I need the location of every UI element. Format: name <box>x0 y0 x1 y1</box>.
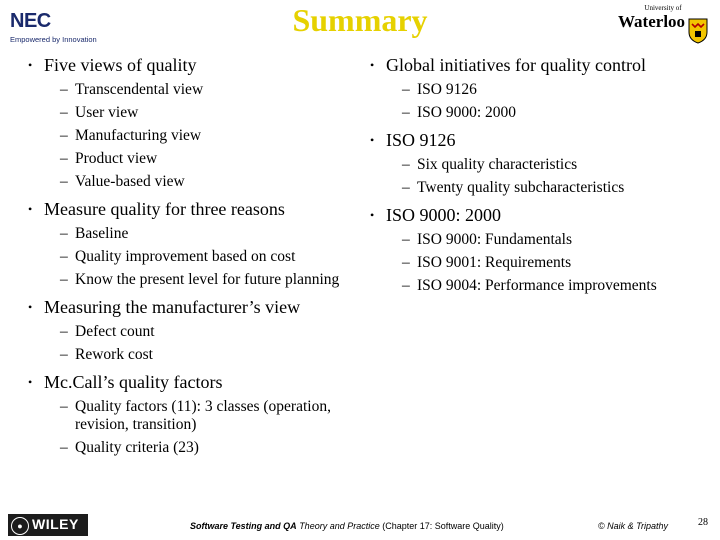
sub-bullet-text: Rework cost <box>75 346 153 363</box>
sub-bullet-text: ISO 9004: Performance improvements <box>417 277 657 294</box>
dash-icon: – <box>60 150 68 167</box>
sub-bullet-text: Know the present level for future planning <box>75 271 340 288</box>
bullet-item <box>28 54 358 191</box>
book-title: Software Testing and QA <box>190 521 297 531</box>
bullet-icon: • <box>370 58 375 72</box>
sub-bullet-item <box>44 439 358 457</box>
sub-bullet-text: Baseline <box>75 225 129 242</box>
sub-bullet-list <box>386 231 715 295</box>
sub-bullet-text: Value-based view <box>75 173 185 190</box>
sub-bullet-item <box>44 173 358 191</box>
bullet-text: Five views of quality <box>44 55 197 75</box>
bullet-icon: • <box>370 133 375 147</box>
dash-icon: – <box>402 104 410 121</box>
sub-bullet-text: User view <box>75 104 139 121</box>
waterloo-logo-word: Waterloo <box>618 12 686 31</box>
waterloo-logo <box>618 4 708 48</box>
dash-icon: – <box>402 254 410 271</box>
bullet-text: ISO 9000: 2000 <box>386 205 502 225</box>
bullet-item <box>28 371 358 457</box>
sub-bullet-item <box>386 277 715 295</box>
sub-bullet-text: Twenty quality subcharacteristics <box>417 179 625 196</box>
book-citation <box>190 521 504 531</box>
sub-bullet-item <box>386 254 715 272</box>
sub-bullet-text: Quality criteria (23) <box>75 439 199 456</box>
bullet-text: Measuring the manufacturer’s view <box>44 297 301 317</box>
nec-tagline: Empowered by Innovation <box>10 35 97 44</box>
waterloo-crest-icon <box>688 18 708 44</box>
dash-icon: – <box>60 81 68 98</box>
sub-bullet-text: Product view <box>75 150 158 167</box>
left-bullet-list <box>28 54 358 457</box>
bullet-item <box>370 54 715 122</box>
sub-bullet-item <box>44 104 358 122</box>
authors: © Naik & Tripathy <box>598 521 668 531</box>
sub-bullet-text: Quality factors (11): 3 classes (operation, revision, transition) <box>75 398 331 433</box>
dash-icon: – <box>60 104 68 121</box>
bullet-item <box>370 204 715 295</box>
wiley-logo <box>8 514 88 536</box>
sub-bullet-text: Defect count <box>75 323 155 340</box>
nec-logo-word: NEC <box>10 10 51 32</box>
bullet-icon: • <box>28 300 33 314</box>
waterloo-logo-small: University of <box>644 4 682 12</box>
sub-bullet-item <box>44 346 358 364</box>
sub-bullet-text: Transcendental view <box>75 81 204 98</box>
book-subtitle: Theory and Practice <box>296 521 380 531</box>
dash-icon: – <box>60 323 68 340</box>
sub-bullet-item <box>386 104 715 122</box>
dash-icon: – <box>60 439 68 456</box>
dash-icon: – <box>60 398 68 415</box>
sub-bullet-text: ISO 9000: Fundamentals <box>417 231 572 248</box>
bullet-item <box>28 296 358 364</box>
bullet-item <box>28 198 358 289</box>
bullet-icon: • <box>28 58 33 72</box>
slide-title: Summary <box>292 2 428 38</box>
bullet-item <box>370 129 715 197</box>
bullet-text: Mc.Call’s quality factors <box>44 372 223 392</box>
dash-icon: – <box>402 231 410 248</box>
footer <box>0 510 720 540</box>
sub-bullet-item <box>44 323 358 341</box>
dash-icon: – <box>60 225 68 242</box>
sub-bullet-item <box>44 150 358 168</box>
sub-bullet-list <box>386 81 715 122</box>
right-column <box>370 50 715 302</box>
dash-icon: – <box>402 81 410 98</box>
sub-bullet-item <box>44 127 358 145</box>
sub-bullet-item <box>44 271 358 289</box>
sub-bullet-text: ISO 9000: 2000 <box>417 104 517 121</box>
dash-icon: – <box>402 156 410 173</box>
right-bullet-list <box>370 54 715 295</box>
dash-icon: – <box>402 179 410 196</box>
wiley-logo-word: WILEY <box>32 516 79 532</box>
sub-bullet-item <box>386 231 715 249</box>
dash-icon: – <box>60 173 68 190</box>
sub-bullet-text: Six quality characteristics <box>417 156 578 173</box>
sub-bullet-text: ISO 9001: Requirements <box>417 254 572 271</box>
bullet-text: Measure quality for three reasons <box>44 199 285 219</box>
sub-bullet-text: Quality improvement based on cost <box>75 248 296 265</box>
wiley-emblem-icon: ● <box>11 517 29 535</box>
dash-icon: – <box>60 127 68 144</box>
sub-bullet-item <box>386 156 715 174</box>
sub-bullet-list <box>44 81 358 191</box>
sub-bullet-list <box>44 323 358 364</box>
bullet-text: Global initiatives for quality control <box>386 55 646 75</box>
bullet-icon: • <box>28 375 33 389</box>
sub-bullet-list <box>386 156 715 197</box>
sub-bullet-text: ISO 9126 <box>417 81 477 98</box>
bullet-text: ISO 9126 <box>386 130 456 150</box>
sub-bullet-item <box>44 248 358 266</box>
page-number: 28 <box>698 517 708 528</box>
sub-bullet-list <box>44 398 358 457</box>
sub-bullet-list <box>44 225 358 289</box>
sub-bullet-item <box>386 179 715 197</box>
dash-icon: – <box>402 277 410 294</box>
dash-icon: – <box>60 271 68 288</box>
sub-bullet-item <box>44 81 358 99</box>
left-column <box>28 50 358 464</box>
bullet-icon: • <box>28 202 33 216</box>
sub-bullet-item <box>44 398 358 434</box>
book-chapter: (Chapter 17: Software Quality) <box>379 521 504 531</box>
bullet-icon: • <box>370 208 375 222</box>
sub-bullet-item <box>386 81 715 99</box>
sub-bullet-item <box>44 225 358 243</box>
dash-icon: – <box>60 346 68 363</box>
sub-bullet-text: Manufacturing view <box>75 127 202 144</box>
dash-icon: – <box>60 248 68 265</box>
